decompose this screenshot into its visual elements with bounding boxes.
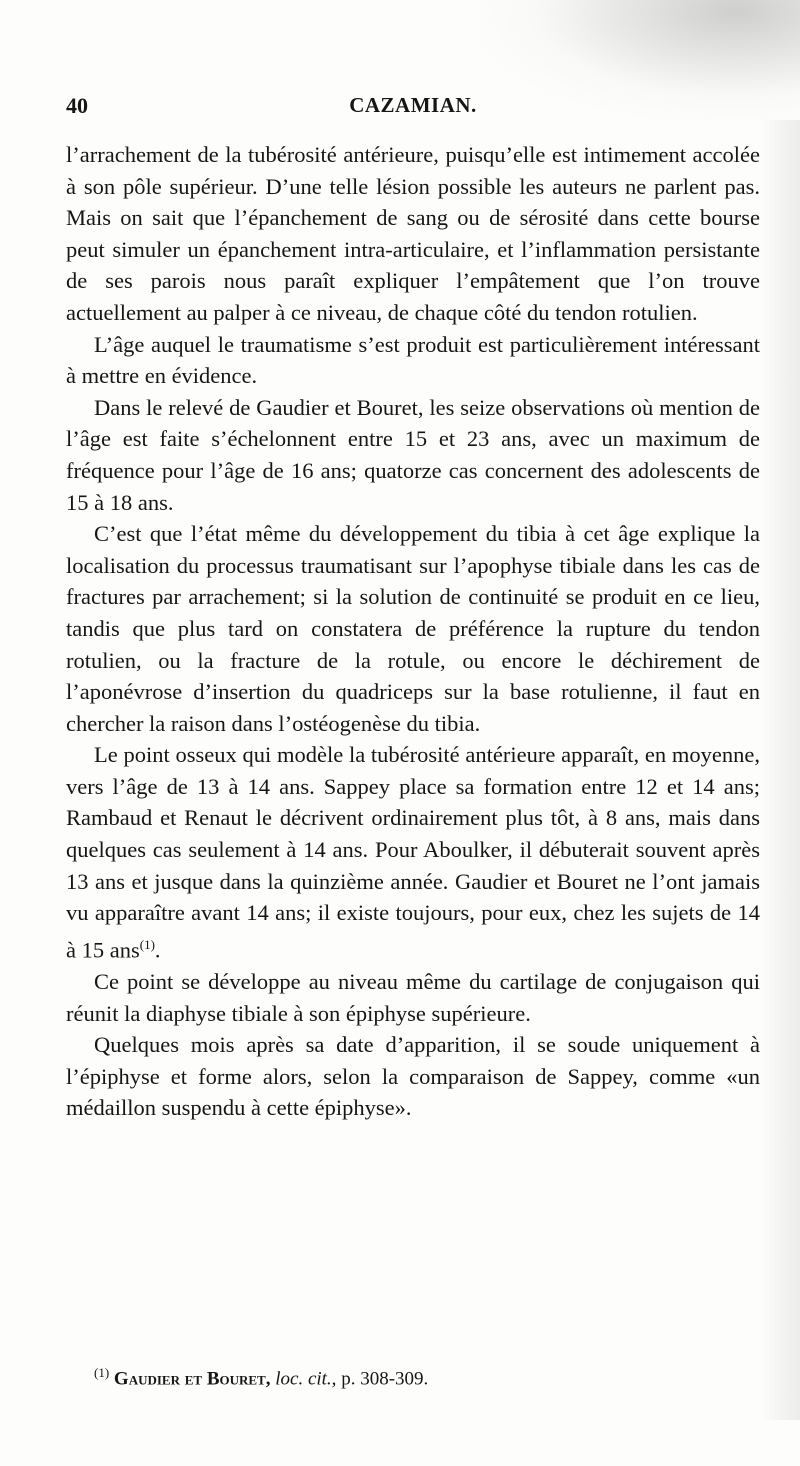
paragraph-5 [66, 739, 760, 966]
paragraph-5-text: Le point osseux qui modèle la tubérosité antérieure apparaît, en moyenne, vers l’âge de 13 à 14 ans. Sappey place sa formation entre 12 et 14 ans; Rambaud et Renaut le décrivent ordinairement plus tôt, à 8 ans, mais dans quelques cas seulement à 14 ans. Pour Aboulker, il débuterait souvent après 13 ans et jusque dans la quinzième année. Gaudier et Bouret ne l’ont jamais vu apparaître avant 14 ans; il existe toujours, pour eux, chez les sujets de 14 à 15 ans [66, 742, 760, 963]
paragraph-6: Ce point se développe au niveau même du cartilage de conjugaison qui réunit la diaphyse tibiale à son épiphyse supérieure. [66, 968, 760, 1026]
paragraph-5-end: . [154, 937, 161, 963]
paragraph-7: Quelques mois après sa date d’apparition, il se soude uniquement à l’épiphyse et forme alors, selon la comparaison de Sappey, comme «un médaillon suspendu à cette épiphyse». [66, 1032, 760, 1121]
footnote-citation: loc. cit., [275, 1368, 337, 1390]
footnote-pages: p. 308-309. [341, 1368, 429, 1390]
footnote-marker: (1) [94, 1365, 110, 1380]
paragraph-2: L’âge auquel le traumatisme s’est produit est particulièrement intéressant à mettre en évidence. [66, 331, 760, 389]
scan-edge-shadow [760, 120, 800, 1420]
running-head: CAZAMIAN. [349, 93, 477, 117]
page-number: 40 [66, 93, 88, 118]
paragraph-4: C’est que l’état même du développement du tibia à cet âge explique la localisation du processus traumatisant sur l’apophyse tibiale dans les cas de fractures par arrachement; si la solution de continuité se produit en ce lieu, tandis que plus tard on constatera de préférence la rupture du tendon rotulien, ou la fracture de la rotule, ou encore le déchirement de l’aponévrose d’insertion du quadriceps sur la base rotulienne, il faut en chercher la raison dans l’ostéogenèse du tibia. [66, 521, 760, 736]
body-text [66, 139, 760, 1124]
footnote [94, 1360, 754, 1392]
footnote-authors: Gaudier et Bouret, [113, 1368, 271, 1390]
page-header [66, 93, 760, 123]
footnote-reference[interactable]: (1) [139, 936, 155, 952]
paragraph-1: l’arrachement de la tubérosité antérieure, puisqu’elle est intimement accolée à son pôle supérieur. D’une telle lésion possible les auteurs ne parlent pas. Mais on sait que l’épanchement de sang ou de sérosité dans cette bourse peut simuler un épanchement intra-articulaire, et l’inflammation persistante de ses parois nous paraît expliquer l’empâtement que l’on trouve actuellement au palper à ce niveau, de chaque côté du tendon rotulien. [66, 142, 760, 325]
paragraph-3: Dans le relevé de Gaudier et Bouret, les seize observations où mention de l’âge est faite s’échelonnent entre 15 et 23 ans, avec un maximum de fréquence pour l’âge de 16 ans; quatorze cas concernent des adolescents de 15 à 18 ans. [66, 394, 760, 515]
